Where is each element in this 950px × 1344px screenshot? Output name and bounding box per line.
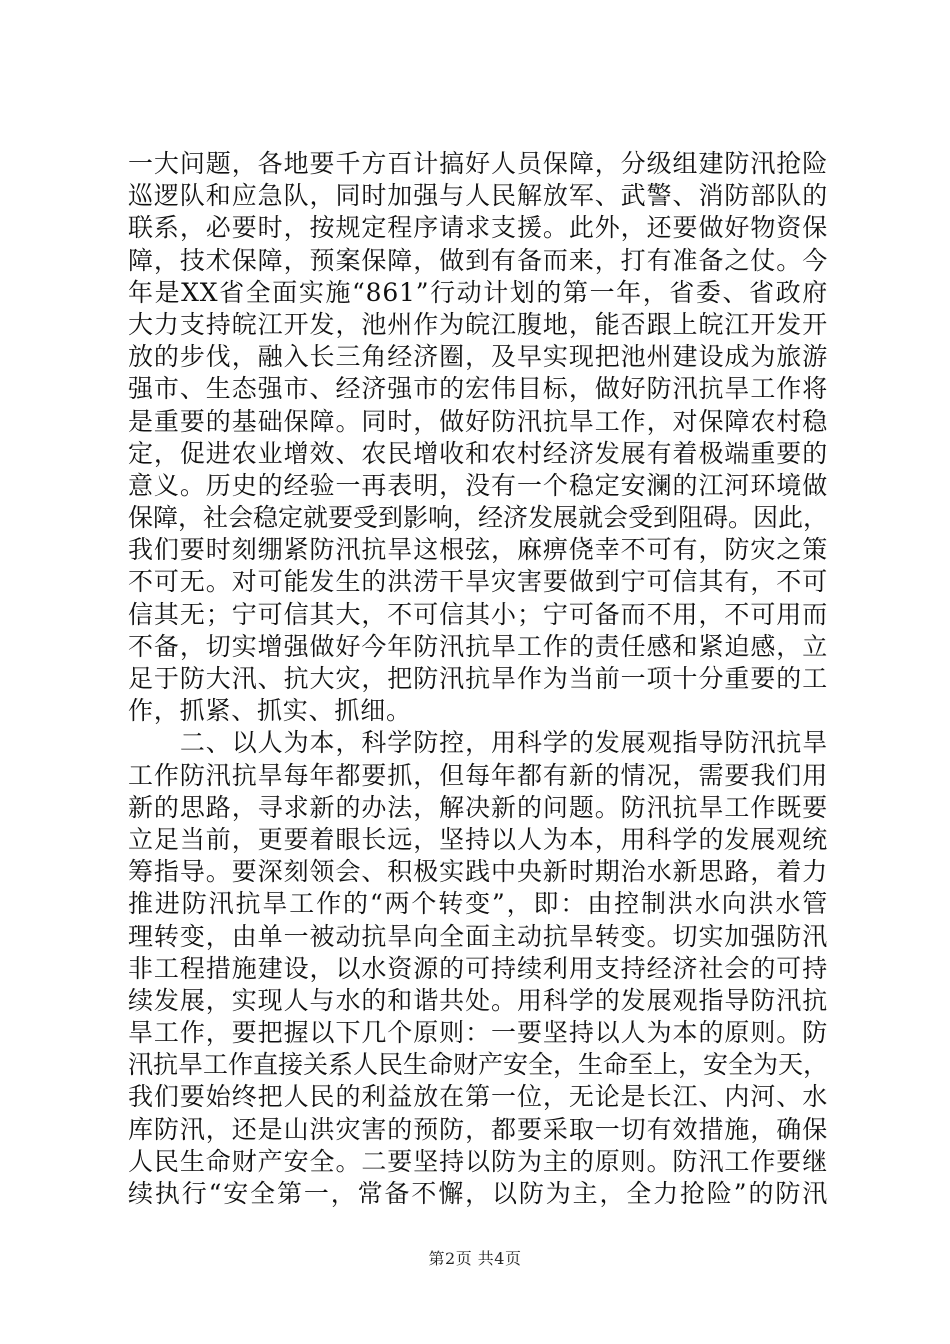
text-line: 定，促进农业增效、农民增收和农村经济发展有着极端重要的 <box>128 438 828 468</box>
text-line: 障，技术保障，预案保障，做到有备而来，打有准备之仗。今 <box>128 245 828 275</box>
text-line: 是重要的基础保障。同时，做好防汛抗旱工作，对保障农村稳 <box>128 406 828 436</box>
text-line: 我们要时刻绷紧防汛抗旱这根弦，麻痹侥幸不可有，防灾之策 <box>128 535 828 565</box>
text-line: 联系，必要时，按规定程序请求支援。此外，还要做好物资保 <box>128 213 828 243</box>
page-footer: 第2页 共4页 <box>428 1249 522 1268</box>
section-heading-line: 二、以人为本，科学防控，用科学的发展观指导防汛抗旱 <box>128 728 828 758</box>
text-line: 信其无；宁可信其大，不可信其小；宁可备而不用，不可用而 <box>128 599 828 629</box>
text-line: 立足当前，更要着眼长远，坚持以人为本，用科学的发展观统 <box>128 824 828 854</box>
text-line: 旱工作，要把握以下几个原则：一要坚持以人为本的原则。防 <box>128 1018 828 1048</box>
text-line: 非工程措施建设，以水资源的可持续利用支持经济社会的可持 <box>128 953 828 983</box>
text-line: 年是XX省全面实施“861”行动计划的第一年，省委、省政府 <box>128 277 828 307</box>
text-line: 一大问题，各地要千方百计搞好人员保障，分级组建防汛抢险 <box>128 149 828 178</box>
text-line: 意义。历史的经验一再表明，没有一个稳定安澜的江河环境做 <box>128 470 828 500</box>
text-line: 放的步伐，融入长三角经济圈，及早实现把池州建设成为旅游 <box>128 342 828 372</box>
text-line: 人民生命财产安全。二要坚持以防为主的原则。防汛工作要继 <box>128 1146 828 1176</box>
text-line: 作，抓紧、抓实、抓细。 <box>128 696 412 726</box>
text-line: 巡逻队和应急队，同时加强与人民解放军、武警、消防部队的 <box>128 181 828 211</box>
text-line: 足于防大汛、抗大灾，把防汛抗旱作为当前一项十分重要的工 <box>128 664 828 693</box>
text-line: 推进防汛抗旱工作的“两个转变”，即：由控制洪水向洪水管 <box>128 889 828 919</box>
text-line: 汛抗旱工作直接关系人民生命财产安全，生命至上，安全为天， <box>128 1050 829 1080</box>
text-line: 理转变，由单一被动抗旱向全面主动抗旱转变。切实加强防汛 <box>128 921 828 951</box>
text-line: 库防汛，还是山洪灾害的预防，都要采取一切有效措施，确保 <box>128 1114 828 1144</box>
body-text <box>128 148 828 1210</box>
text-line: 不可无。对可能发生的洪涝干旱灾害要做到宁可信其有，不可 <box>128 567 828 597</box>
text-line: 续执行“安全第一，常备不懈，以防为主，全力抢险”的防汛 <box>128 1179 828 1208</box>
text-line: 大力支持皖江开发，池州作为皖江腹地，能否跟上皖江开发开 <box>128 309 828 339</box>
text-line: 我们要始终把人民的利益放在第一位，无论是长江、内河、水 <box>128 1082 828 1112</box>
text-line: 筹指导。要深刻领会、积极实践中央新时期治水新思路，着力 <box>128 857 828 887</box>
text-line: 强市、生态强市、经济强市的宏伟目标，做好防汛抗旱工作将 <box>128 374 828 404</box>
text-line: 新的思路，寻求新的办法，解决新的问题。防汛抗旱工作既要 <box>128 792 828 822</box>
text-line: 续发展，实现人与水的和谐共处。用科学的发展观指导防汛抗 <box>128 985 828 1015</box>
text-line: 保障，社会稳定就要受到影响，经济发展就会受到阻碍。因此， <box>128 503 829 533</box>
text-line: 不备，切实增强做好今年防汛抗旱工作的责任感和紧迫感，立 <box>128 631 828 661</box>
text-line: 工作防汛抗旱每年都要抓，但每年都有新的情况，需要我们用 <box>128 760 828 790</box>
